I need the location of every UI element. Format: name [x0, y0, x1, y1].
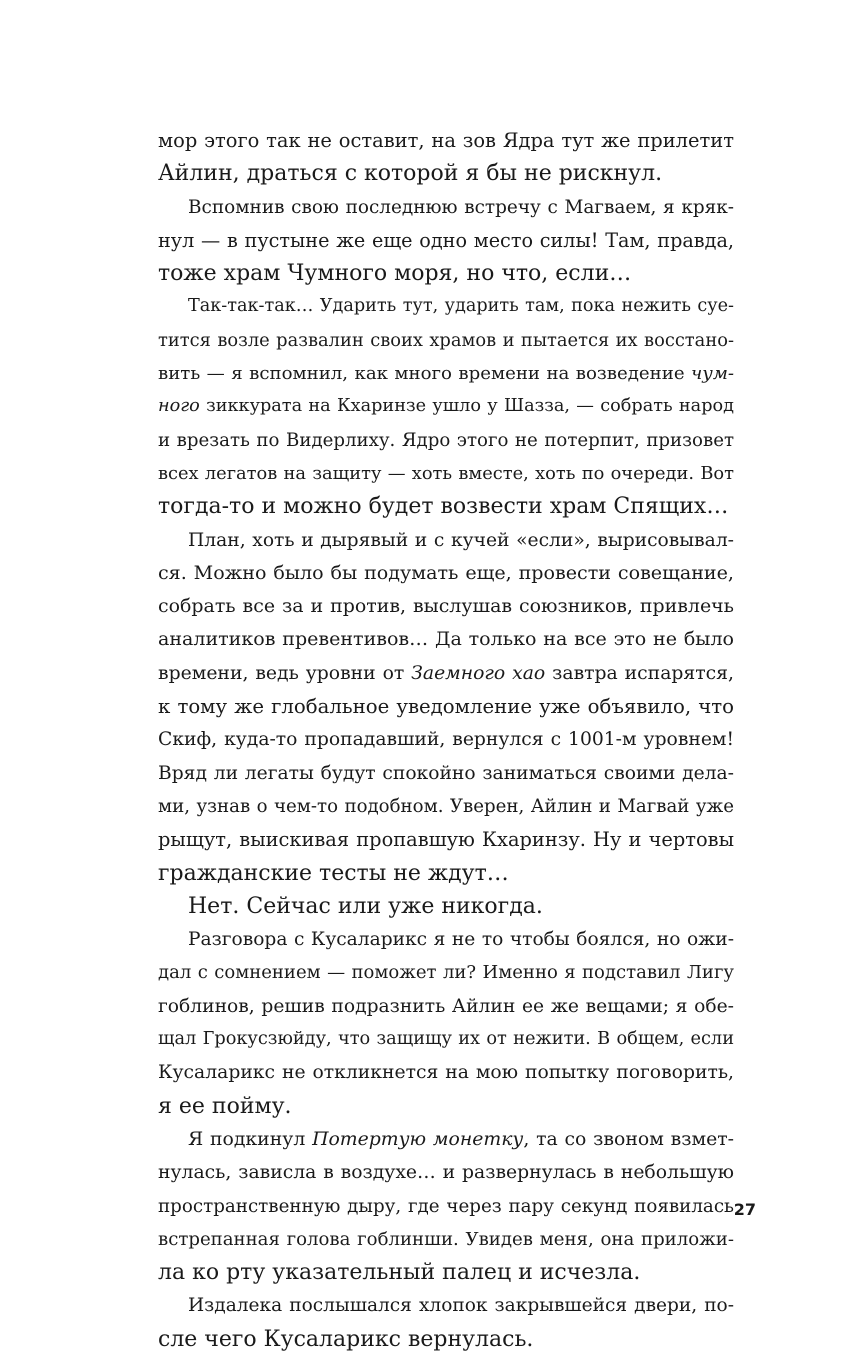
- text-line: собрать все за и против, выслушав союзников, привлечь: [158, 595, 734, 618]
- italic-term: Заемного хао: [411, 662, 546, 684]
- text-line: ла ко рту указательный палец и исчезла.: [158, 1260, 641, 1286]
- text-line: и врезать по Видерлиху. Ядро этого не потерпит, призовет: [158, 429, 734, 451]
- paragraph-start-line: Вспомнив свою последнюю встречу с Магваем, я кряк-: [188, 196, 734, 218]
- text-line: Скиф, куда-то пропадавший, вернулся с 1001-м уровнем!: [158, 729, 734, 751]
- text-line: гражданские тесты не ждут…: [158, 860, 509, 886]
- text-line: времени, ведь уровни от Заемного хао завтра испарятся,: [158, 662, 734, 684]
- text-line: всех легатов на защиту — хоть вместе, хоть по очереди. Вот: [158, 462, 734, 484]
- paragraph-start-line: Издалека послышался хлопок закрывшейся двери, по-: [188, 1295, 734, 1317]
- text-line: пространственную дыру, где через пару секунд появилась: [158, 1195, 734, 1217]
- text-line: аналитиков превентивов… Да только на все это не было: [158, 628, 734, 651]
- text-line: тоже храм Чумного моря, но что, если…: [158, 261, 632, 287]
- italic-term: Потертую монетку: [312, 1128, 524, 1150]
- text-line: нул — в пустыне же еще одно место силы! Там, правда,: [158, 228, 734, 252]
- text-line: я ее пойму.: [158, 1093, 292, 1119]
- text-line: щал Грокусзюйду, что защищу их от нежити. В общем, если: [158, 1029, 734, 1050]
- text-line: Кусаларикс не откликнется на мою попытку поговорить,: [158, 1062, 734, 1084]
- body-text: [158, 124, 734, 1356]
- paragraph-start-line: Так-так-так… Ударить тут, ударить там, пока нежить суе-: [188, 296, 734, 317]
- text-line: гоблинов, решив подразнить Айлин ее же вещами; я обе-: [158, 995, 734, 1017]
- paragraph-start-line: Нет. Сейчас или уже никогда.: [188, 893, 543, 919]
- page-number: 27: [733, 1200, 756, 1219]
- italic-term: ного: [158, 396, 200, 417]
- text-line: ми, узнав о чем-то подобном. Уверен, Айлин и Магвай уже: [158, 795, 734, 817]
- text-line: нулась, зависла в воздухе… и развернулась в небольшую: [158, 1162, 734, 1184]
- text-line: к тому же глобальное уведомление уже объявило, что: [158, 695, 734, 719]
- text-line: рыщут, выискивая пропавшую Кхаринзу. Ну и чертовы: [158, 828, 734, 852]
- text-line: вить — я вспомнил, как много времени на возведение чум-: [158, 363, 734, 385]
- text-line: Айлин, драться с которой я бы не рискнул.: [158, 161, 663, 187]
- text-line: сле чего Кусаларикс вернулась.: [158, 1326, 534, 1352]
- text-line: ся. Можно было бы подумать еще, провести совещание,: [158, 561, 734, 584]
- text-line: мор этого так не оставит, на зов Ядра тут же прилетит: [158, 129, 734, 152]
- text-line: Вряд ли легаты будут спокойно заниматься своими дела-: [158, 762, 734, 784]
- paragraph-start-line: План, хоть и дырявый и с кучей «если», вырисовывал-: [188, 529, 734, 551]
- paragraph-start-line: Разговора с Кусаларикс я не то чтобы боялся, но ожи-: [188, 929, 734, 951]
- text-line: встрепанная голова гоблинши. Увидев меня, она приложи-: [158, 1228, 734, 1250]
- paragraph-start-line: Я подкинул Потертую монетку, та со звоном взмет-: [188, 1128, 734, 1150]
- italic-term: чум-: [691, 363, 734, 385]
- text-line: тогда-то и можно будет возвести храм Спящих…: [158, 494, 729, 520]
- text-line: ного зиккурата на Кхаринзе ушло у Шазза, — собрать народ: [158, 396, 734, 417]
- text-line: дал с сомнением — поможет ли? Именно я подставил Лигу: [158, 962, 734, 984]
- text-line: тится возле развалин своих храмов и пытается их восстано-: [158, 329, 734, 351]
